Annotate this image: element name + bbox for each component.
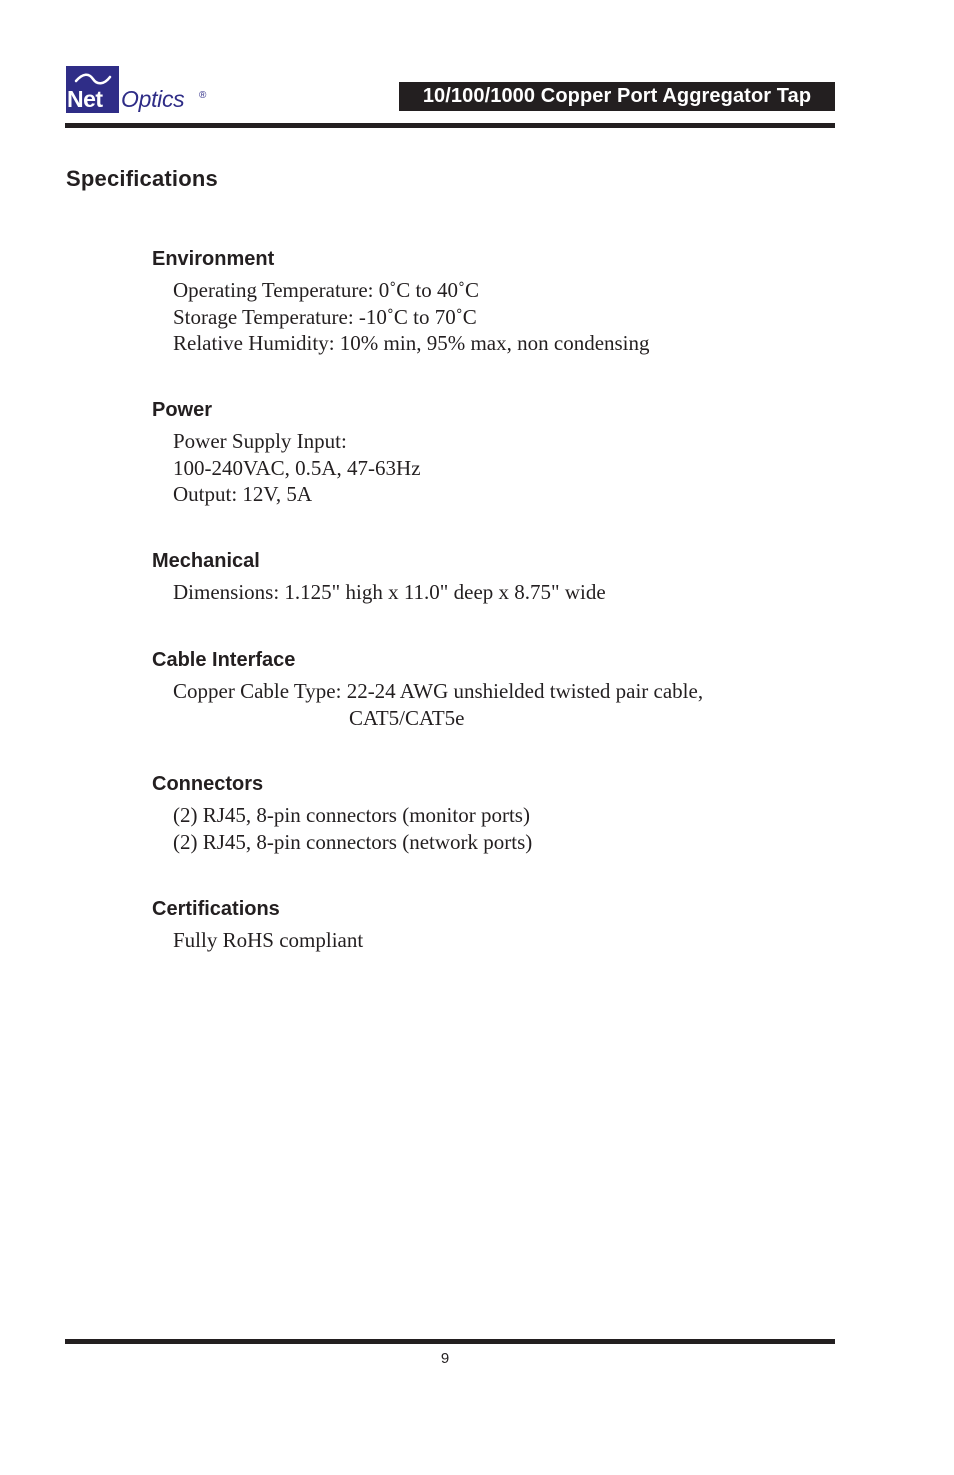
spec-line: (2) RJ45, 8-pin connectors (monitor ports) — [173, 803, 530, 827]
spec-line: Dimensions: 1.125" high x 11.0" deep x 8.75" wide — [173, 580, 606, 604]
logo-optics-text: Optics — [121, 86, 185, 112]
section-heading: Environment — [152, 248, 275, 270]
spec-line: Relative Humidity: 10% min, 95% max, non condensing — [173, 331, 650, 355]
spec-line: Output: 12V, 5A — [173, 482, 313, 506]
header-rule — [65, 123, 835, 128]
page-number: 9 — [440, 1350, 450, 1367]
spec-line: (2) RJ45, 8-pin connectors (network ports) — [173, 829, 533, 854]
section-environment — [152, 247, 650, 357]
section-heading: Cable Interface — [152, 649, 296, 671]
section-heading: Connectors — [152, 773, 264, 795]
spec-line: Fully RoHS compliant — [173, 928, 364, 952]
spec-line: CAT5/CAT5e — [349, 705, 465, 730]
section-heading: Power — [152, 399, 213, 421]
netoptics-logo — [66, 66, 236, 114]
spec-line: 100-240VAC, 0.5A, 47-63Hz — [173, 455, 421, 480]
footer-rule — [65, 1339, 835, 1344]
section-heading: Certifications — [152, 898, 280, 920]
spec-line: Operating Temperature: 0˚C to 40˚C — [173, 278, 480, 302]
registered-mark: ® — [199, 90, 207, 101]
section-connectors — [152, 772, 532, 855]
spec-line: Storage Temperature: -10˚C to 70˚C — [173, 304, 477, 329]
wave-icon — [74, 72, 112, 86]
logo-net-text: Net — [67, 86, 103, 112]
section-heading: Mechanical — [152, 550, 260, 572]
logo-box — [66, 66, 119, 113]
spec-line: Power Supply Input: — [173, 429, 347, 453]
section-cable-interface — [152, 648, 703, 731]
section-mechanical — [152, 549, 606, 606]
section-certifications — [152, 897, 363, 954]
section-power — [152, 398, 421, 508]
document-title-tag: 10/100/1000 Copper Port Aggregator Tap — [399, 82, 835, 111]
page-title: Specifications — [66, 166, 218, 191]
spec-line: Copper Cable Type: 22-24 AWG unshielded twisted pair cable, — [173, 679, 704, 703]
